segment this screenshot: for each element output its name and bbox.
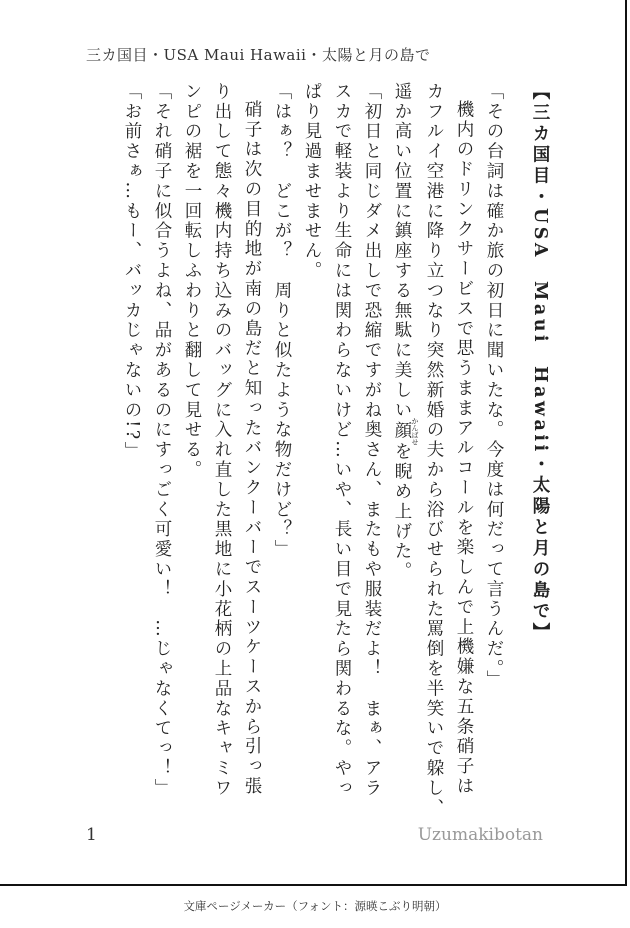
vertical-body-text	[80, 82, 555, 822]
text-line-4	[387, 82, 419, 822]
chapter-title: 【三カ国目・USA Maui Hawaii・太陽と月の島で】	[530, 82, 550, 644]
text-line-4-a: 遥か高い位置に鎮座する無駄に美しい	[392, 82, 412, 421]
text-line-13: 「お前さぁ…もー、バッカじゃないの!?」	[122, 82, 142, 462]
running-header: 三カ国目・USA Maui Hawaii・太陽と月の島で	[86, 46, 431, 64]
text-line-10: り出して態々機内持ち込みのバッグに入れ直した黒地に小花柄の上品なキャミワ	[212, 82, 232, 799]
ruby-reading: かんばせ	[411, 417, 419, 446]
ruby-kanbase	[392, 417, 419, 446]
text-line-9: 硝子は次の目的地が南の島だと知ったバンクーバーでスーツケースから引っ張	[242, 99, 262, 796]
page-number: 1	[86, 825, 97, 845]
text-line-1: 「その台詞は確か旅の初日に聞いたな。今度は何だって言うんだ。」	[484, 82, 504, 691]
text-line-4-b: を睨め上げた。	[392, 442, 412, 582]
text-line-3-a: カフルイ空港に降り立つなり突然新婚の夫から浴びせられた	[424, 82, 444, 620]
text-line-8: 「はぁ？ どこが？ 周りと似たような物だけど？」	[272, 82, 292, 560]
generator-credit: 文庫ページメーカー（フォント：源暎こぶり明朝）	[183, 899, 447, 913]
ruby-base: 顔	[392, 417, 412, 446]
text-line-2: 機内のドリンクサービスで思うままアルコールを楽しんで上機嫌な五条硝子は	[454, 99, 474, 796]
text-line-6: スカで軽装より生命には関わらないけど…いや、長い目で見たら関わるな。やっ	[332, 82, 352, 799]
text-line-3-b: 罵倒を半笑いで躱し、	[424, 619, 444, 819]
text-line-11: ンピの裾を一回転しふわりと翻して見せる。	[182, 82, 202, 480]
text-line-5: 「初日と同じダメ出しで恐縮ですがね奥さん、またもや服装だよ！ まぁ、アラ	[362, 82, 382, 799]
text-line-3	[419, 82, 449, 822]
text-line-7: ぱり見過ませません。	[302, 82, 322, 281]
author-name: Uzumakibotan	[417, 825, 543, 845]
text-line-12: 「それ硝子に似合うよね、品があるのにすっごく可愛い！ …じゃなくてっ！」	[152, 82, 172, 799]
